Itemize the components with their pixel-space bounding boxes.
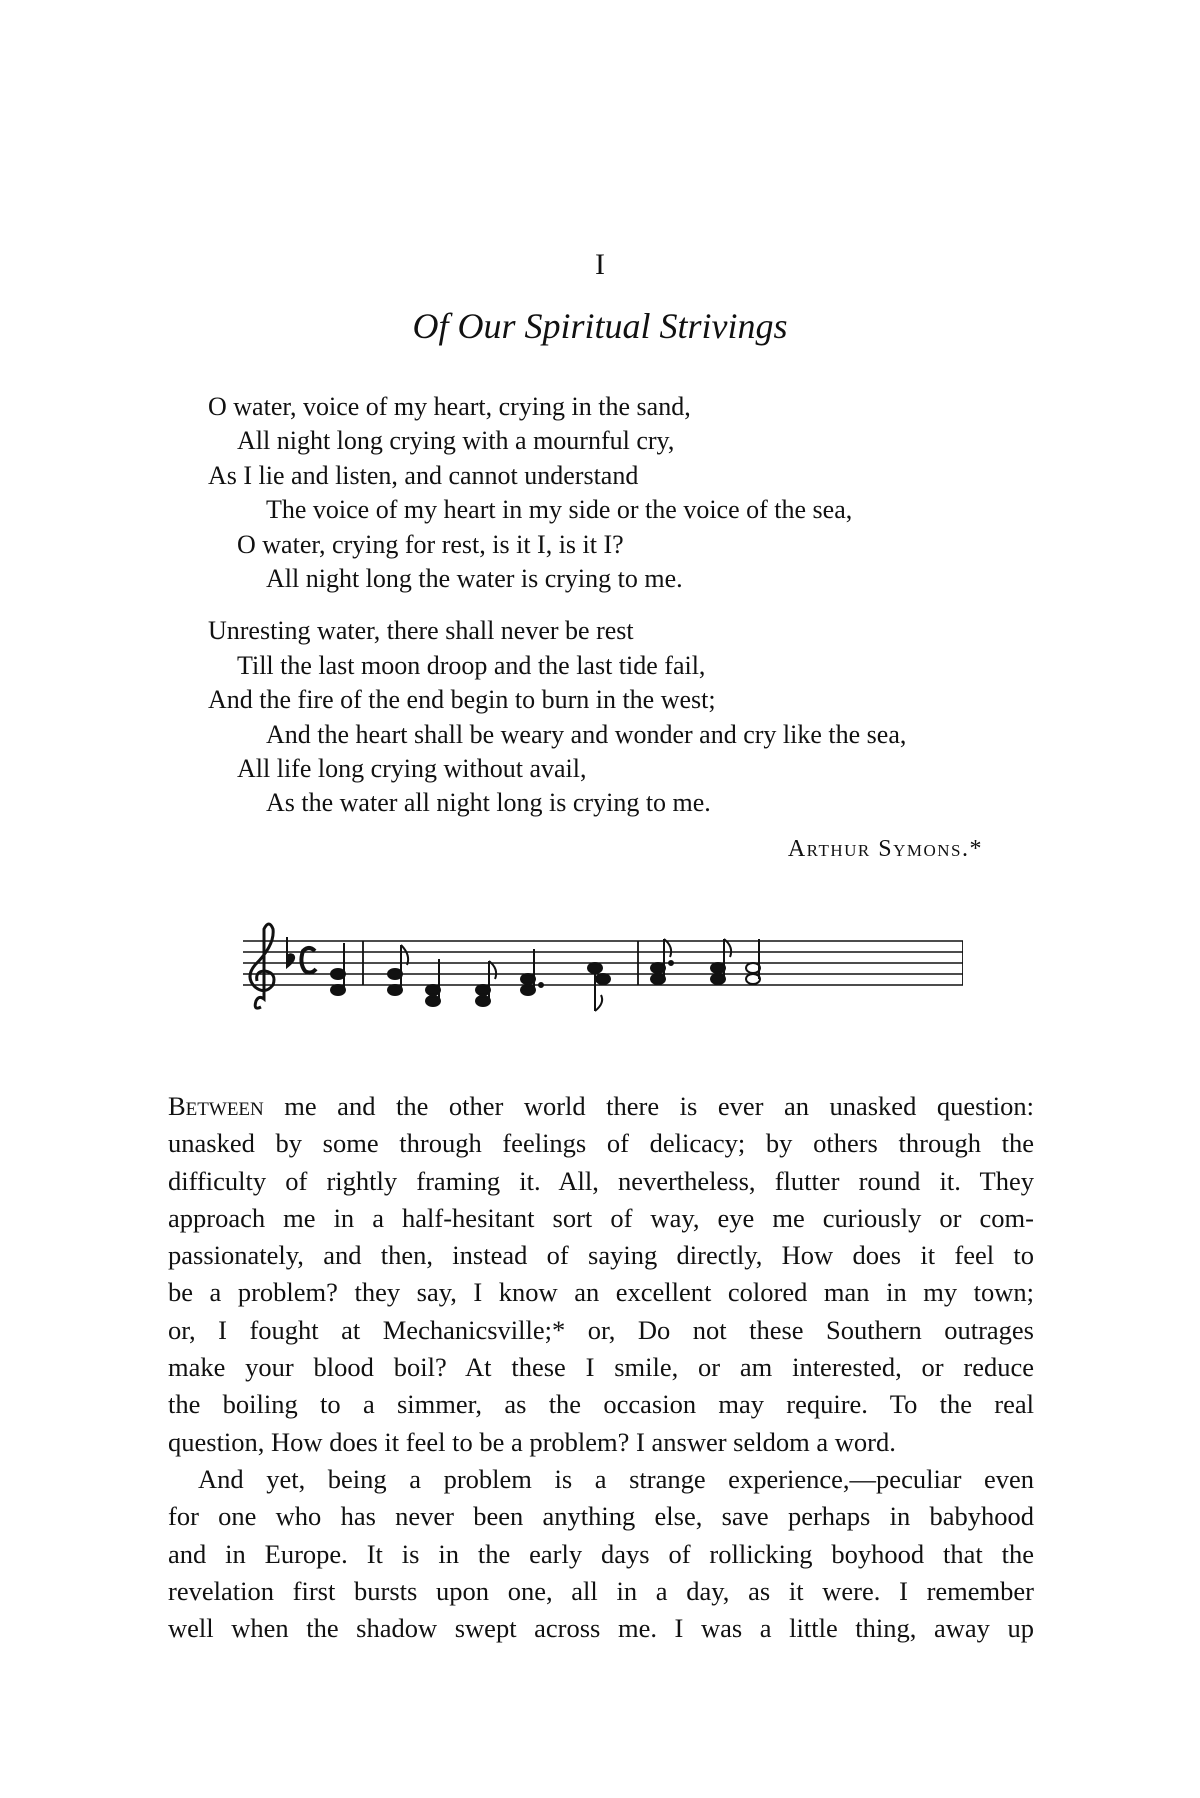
music-staff-epigraph (243, 915, 963, 1025)
paragraph-line: and in Europe. It is in the early days of rollicking boyhood that the (168, 1538, 1034, 1569)
poem-line: The voice of my heart in my side or the voice of the sea, (266, 495, 853, 525)
poem-line: Unresting water, there shall never be rest (208, 616, 634, 646)
poem-line: As I lie and listen, and cannot understand (208, 460, 639, 490)
paragraph-line: approach me in a half-hesitant sort of way, eye me curiously or com- (168, 1202, 1034, 1233)
paragraph-line: make your blood boil? At these I smile, or am interested, or reduce (168, 1352, 1034, 1383)
paragraph-line (168, 1088, 1034, 1125)
paragraph-line: passionately, and then, instead of saying directly, How does it feel to (168, 1240, 1034, 1271)
poem-line: O water, crying for rest, is it I, is it I? (237, 529, 624, 559)
paragraph-line: for one who has never been anything else, save perhaps in babyhood (168, 1501, 1034, 1532)
poem-line: And the heart shall be weary and wonder and cry like the sea, (266, 719, 907, 749)
body-text (168, 1088, 1034, 1647)
paragraph-line: difficulty of rightly framing it. All, nevertheless, flutter round it. They (168, 1165, 1034, 1196)
paragraph-line: question, How does it feel to be a problem? I answer seldom a word. (168, 1426, 896, 1457)
poem-line: And the fire of the end begin to burn in the west; (208, 685, 716, 715)
epigraph-poem (208, 390, 1008, 821)
drop-word: Between (168, 1091, 264, 1121)
poem-attribution: Arthur Symons.* (787, 836, 983, 862)
paragraph-line: be a problem? they say, I know an excellent colored man in my town; (168, 1277, 1034, 1308)
music-notes (331, 939, 760, 1011)
paragraph-line: or, I fought at Mechanicsville;* or, Do not these Southern outrages (168, 1314, 1034, 1345)
poem-line: All night long the water is crying to me. (266, 563, 683, 593)
poem-stanza-2 (208, 614, 1008, 820)
poem-stanza-1 (208, 390, 1008, 596)
poem-line: All night long crying with a mournful cry, (237, 426, 675, 456)
paragraph-line: And yet, being a problem is a strange experience,—peculiar even (198, 1463, 1034, 1494)
paragraph-line: revelation first bursts upon one, all in a day, as it were. I remember (168, 1575, 1034, 1606)
poem-line: Till the last moon droop and the last tide fail, (237, 650, 706, 680)
paragraph-line: unasked by some through feelings of delicacy; by others through the (168, 1128, 1034, 1159)
paragraph-line-text: me and the other world there is ever an unasked question: (263, 1091, 1034, 1121)
paragraph-line: the boiling to a simmer, as the occasion may require. To the real (168, 1389, 1034, 1420)
chapter-number: I (595, 248, 605, 281)
poem-line: As the water all night long is crying to me. (266, 788, 711, 818)
chapter-title: Of Our Spiritual Strivings (412, 306, 788, 346)
paragraph-line: well when the shadow swept across me. I was a little thing, away up (168, 1613, 1034, 1644)
poem-line: All life long crying without avail, (237, 753, 587, 783)
treble-clef-icon (250, 924, 274, 1008)
poem-line: O water, voice of my heart, crying in the sand, (208, 392, 691, 421)
